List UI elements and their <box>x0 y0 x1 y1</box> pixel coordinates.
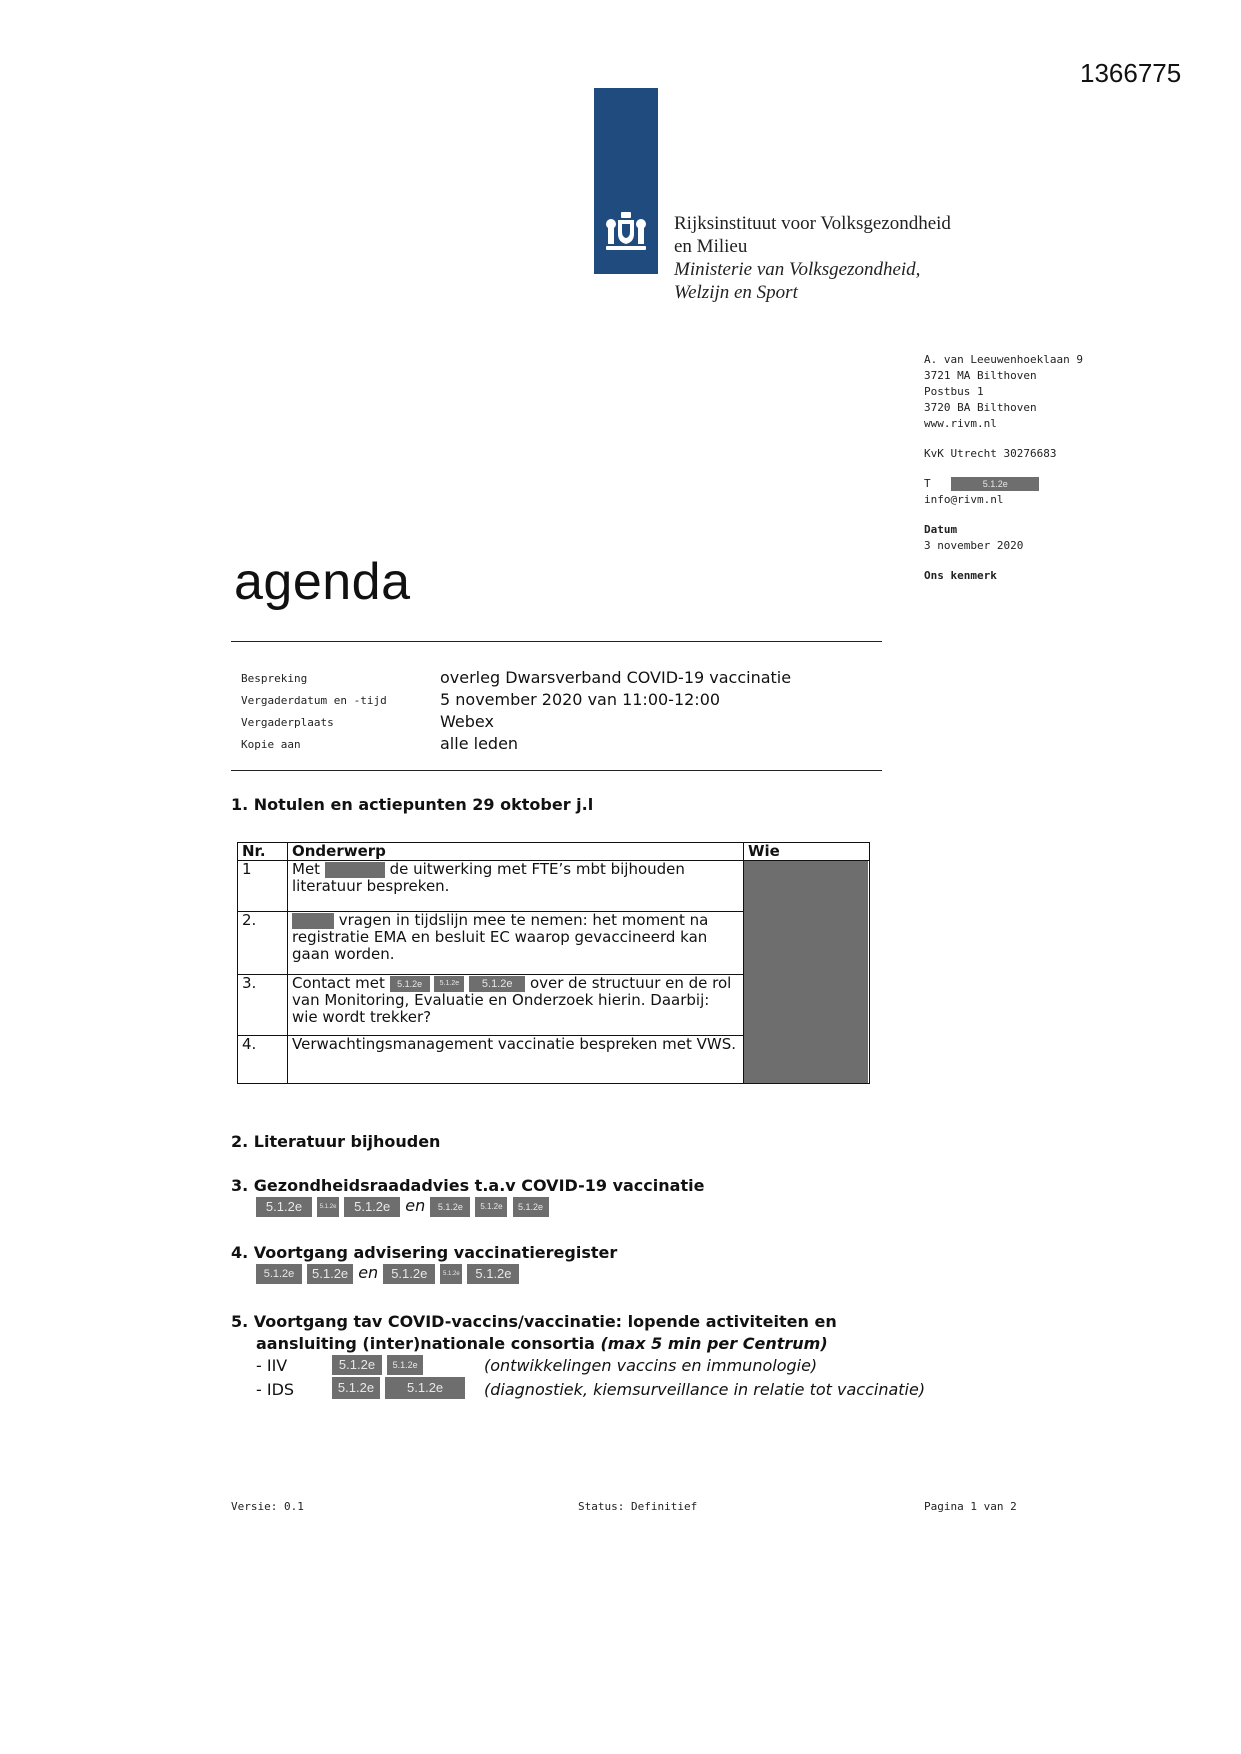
conjunction: en <box>405 1196 426 1215</box>
action-points-table <box>237 842 870 1084</box>
address-block <box>924 352 1083 584</box>
meeting-meta-labels <box>241 668 387 756</box>
column-header: Nr. <box>238 843 288 861</box>
address-website: www.rivm.nl <box>924 417 997 430</box>
redaction-box: 5.1.2e <box>475 1197 507 1217</box>
ids-participants <box>332 1377 465 1399</box>
agenda-item-2: 2. Literatuur bijhouden <box>231 1132 441 1151</box>
redaction-box: 5.1.2e <box>385 1377 465 1399</box>
meta-value: Webex <box>440 712 494 731</box>
redaction-box: 5.1.2e <box>469 976 525 992</box>
item-5-note: (max 5 min per Centrum) <box>600 1334 828 1353</box>
redaction-box: 5.1.2e <box>317 1197 339 1217</box>
date-value: 3 november 2020 <box>924 539 1024 552</box>
redaction-box: 5.1.2e <box>387 1355 423 1375</box>
row-number: 4. <box>238 1036 288 1084</box>
document-id: 1366775 <box>1080 58 1182 88</box>
ids-description: (diagnostiek, kiemsurveillance in relatie tot vaccinatie) <box>484 1380 926 1399</box>
row-subject: vragen in tijdslijn mee te nemen: het moment na registratie EMA en besluit EC waarop gevaccineerd kan gaan worden. <box>288 912 744 975</box>
agenda-item-5-continued: aansluiting (inter)nationale consortia (max 5 min per Centrum) <box>256 1334 828 1353</box>
divider-bottom <box>231 770 882 771</box>
address-email: info@rivm.nl <box>924 493 1004 506</box>
redaction-box: 5.1.2e <box>513 1197 549 1217</box>
redaction-box: 5.1.2e <box>951 477 1039 491</box>
address-postbus-city: 3720 BA Bilthoven <box>924 401 1037 414</box>
page-title: agenda <box>234 553 411 611</box>
meta-value: alle leden <box>440 734 519 753</box>
row-subject: Contact met 5.1.2e 5.1.2e 5.1.2e over de structuur en de rol van Monitoring, Evaluatie en Onderzoek hierin. Daarbij: wie wordt trekker? <box>288 975 744 1036</box>
footer-page-number: Pagina 1 van 2 <box>924 1500 1017 1513</box>
meta-value: 5 november 2020 van 11:00-12:00 <box>440 690 721 709</box>
divider-top <box>231 641 882 642</box>
who-cell <box>744 861 870 1084</box>
table-row <box>238 861 870 912</box>
row-number: 1 <box>238 861 288 912</box>
redaction-box: 5.1.2e <box>390 976 430 992</box>
ids-label: - IDS <box>256 1380 295 1399</box>
address-postbus: Postbus 1 <box>924 385 984 398</box>
redaction-box <box>325 862 385 878</box>
meta-label: Kopie aan <box>241 738 301 751</box>
redaction-box: 5.1.2e <box>256 1264 302 1284</box>
redaction-box: 5.1.2e <box>430 1197 470 1217</box>
agenda-item-3: 3. Gezondheidsraadadvies t.a.v COVID-19 vaccinatie <box>231 1176 705 1195</box>
meta-value: overleg Dwarsverband COVID-19 vaccinatie <box>440 668 792 687</box>
conjunction: en <box>358 1263 379 1282</box>
redaction-box: 5.1.2e <box>256 1197 312 1217</box>
redaction-box <box>292 913 334 929</box>
iiv-participants <box>332 1354 423 1375</box>
row-subject: Met de uitwerking met FTE’s mbt bijhouden literatuur bespreken. <box>288 861 744 912</box>
footer-status: Status: Definitief <box>578 1500 698 1513</box>
column-header: Onderwerp <box>288 843 744 861</box>
crest-icon <box>602 210 650 254</box>
address-kvk: KvK Utrecht 30276683 <box>924 447 1057 460</box>
org-line-2: en Milieu <box>674 236 748 257</box>
column-header: Wie <box>744 843 870 861</box>
org-line-4: Welzijn en Sport <box>674 282 798 303</box>
meta-label: Vergaderplaats <box>241 716 334 729</box>
redaction-box: 5.1.2e <box>332 1355 382 1375</box>
redaction-box: 5.1.2e <box>332 1377 380 1399</box>
redaction-box: 5.1.2e <box>383 1264 435 1284</box>
redaction-box <box>744 861 868 1083</box>
row-number: 2. <box>238 912 288 975</box>
meeting-meta-values <box>440 667 791 755</box>
phone-label: T <box>924 477 931 490</box>
address-postcode: 3721 MA Bilthoven <box>924 369 1037 382</box>
redaction-box: 5.1.2e <box>434 976 464 992</box>
redaction-box: 5.1.2e <box>467 1264 519 1284</box>
agenda-item-5: 5. Voortgang tav COVID-vaccins/vaccinatie: lopende activiteiten en <box>231 1312 837 1331</box>
organization-name <box>674 212 951 304</box>
iiv-label: - IIV <box>256 1356 288 1375</box>
item-4-participants <box>256 1263 519 1285</box>
redaction-box: 5.1.2e <box>440 1264 462 1284</box>
reference-label: Ons kenmerk <box>924 569 997 582</box>
date-label: Datum <box>924 523 958 536</box>
meta-label: Bespreking <box>241 672 308 685</box>
redaction-box: 5.1.2e <box>307 1264 353 1284</box>
org-line-3: Ministerie van Volksgezondheid, <box>674 259 921 280</box>
redaction-box: 5.1.2e <box>344 1197 400 1217</box>
org-line-1: Rijksinstituut voor Volksgezondheid <box>674 213 951 234</box>
item-3-participants <box>256 1196 549 1218</box>
address-street: A. van Leeuwenhoeklaan 9 <box>924 353 1083 366</box>
agenda-item-4: 4. Voortgang advisering vaccinatieregister <box>231 1243 618 1262</box>
row-number: 3. <box>238 975 288 1036</box>
table-header-row <box>238 843 870 861</box>
meta-label: Vergaderdatum en -tijd <box>241 694 387 707</box>
address-phone <box>924 476 1083 492</box>
agenda-item-1: 1. Notulen en actiepunten 29 oktober j.l <box>231 795 594 814</box>
footer-version: Versie: 0.1 <box>231 1500 304 1513</box>
row-subject: Verwachtingsmanagement vaccinatie bespreken met VWS. <box>288 1036 744 1084</box>
iiv-description: (ontwikkelingen vaccins en immunologie) <box>484 1356 818 1375</box>
